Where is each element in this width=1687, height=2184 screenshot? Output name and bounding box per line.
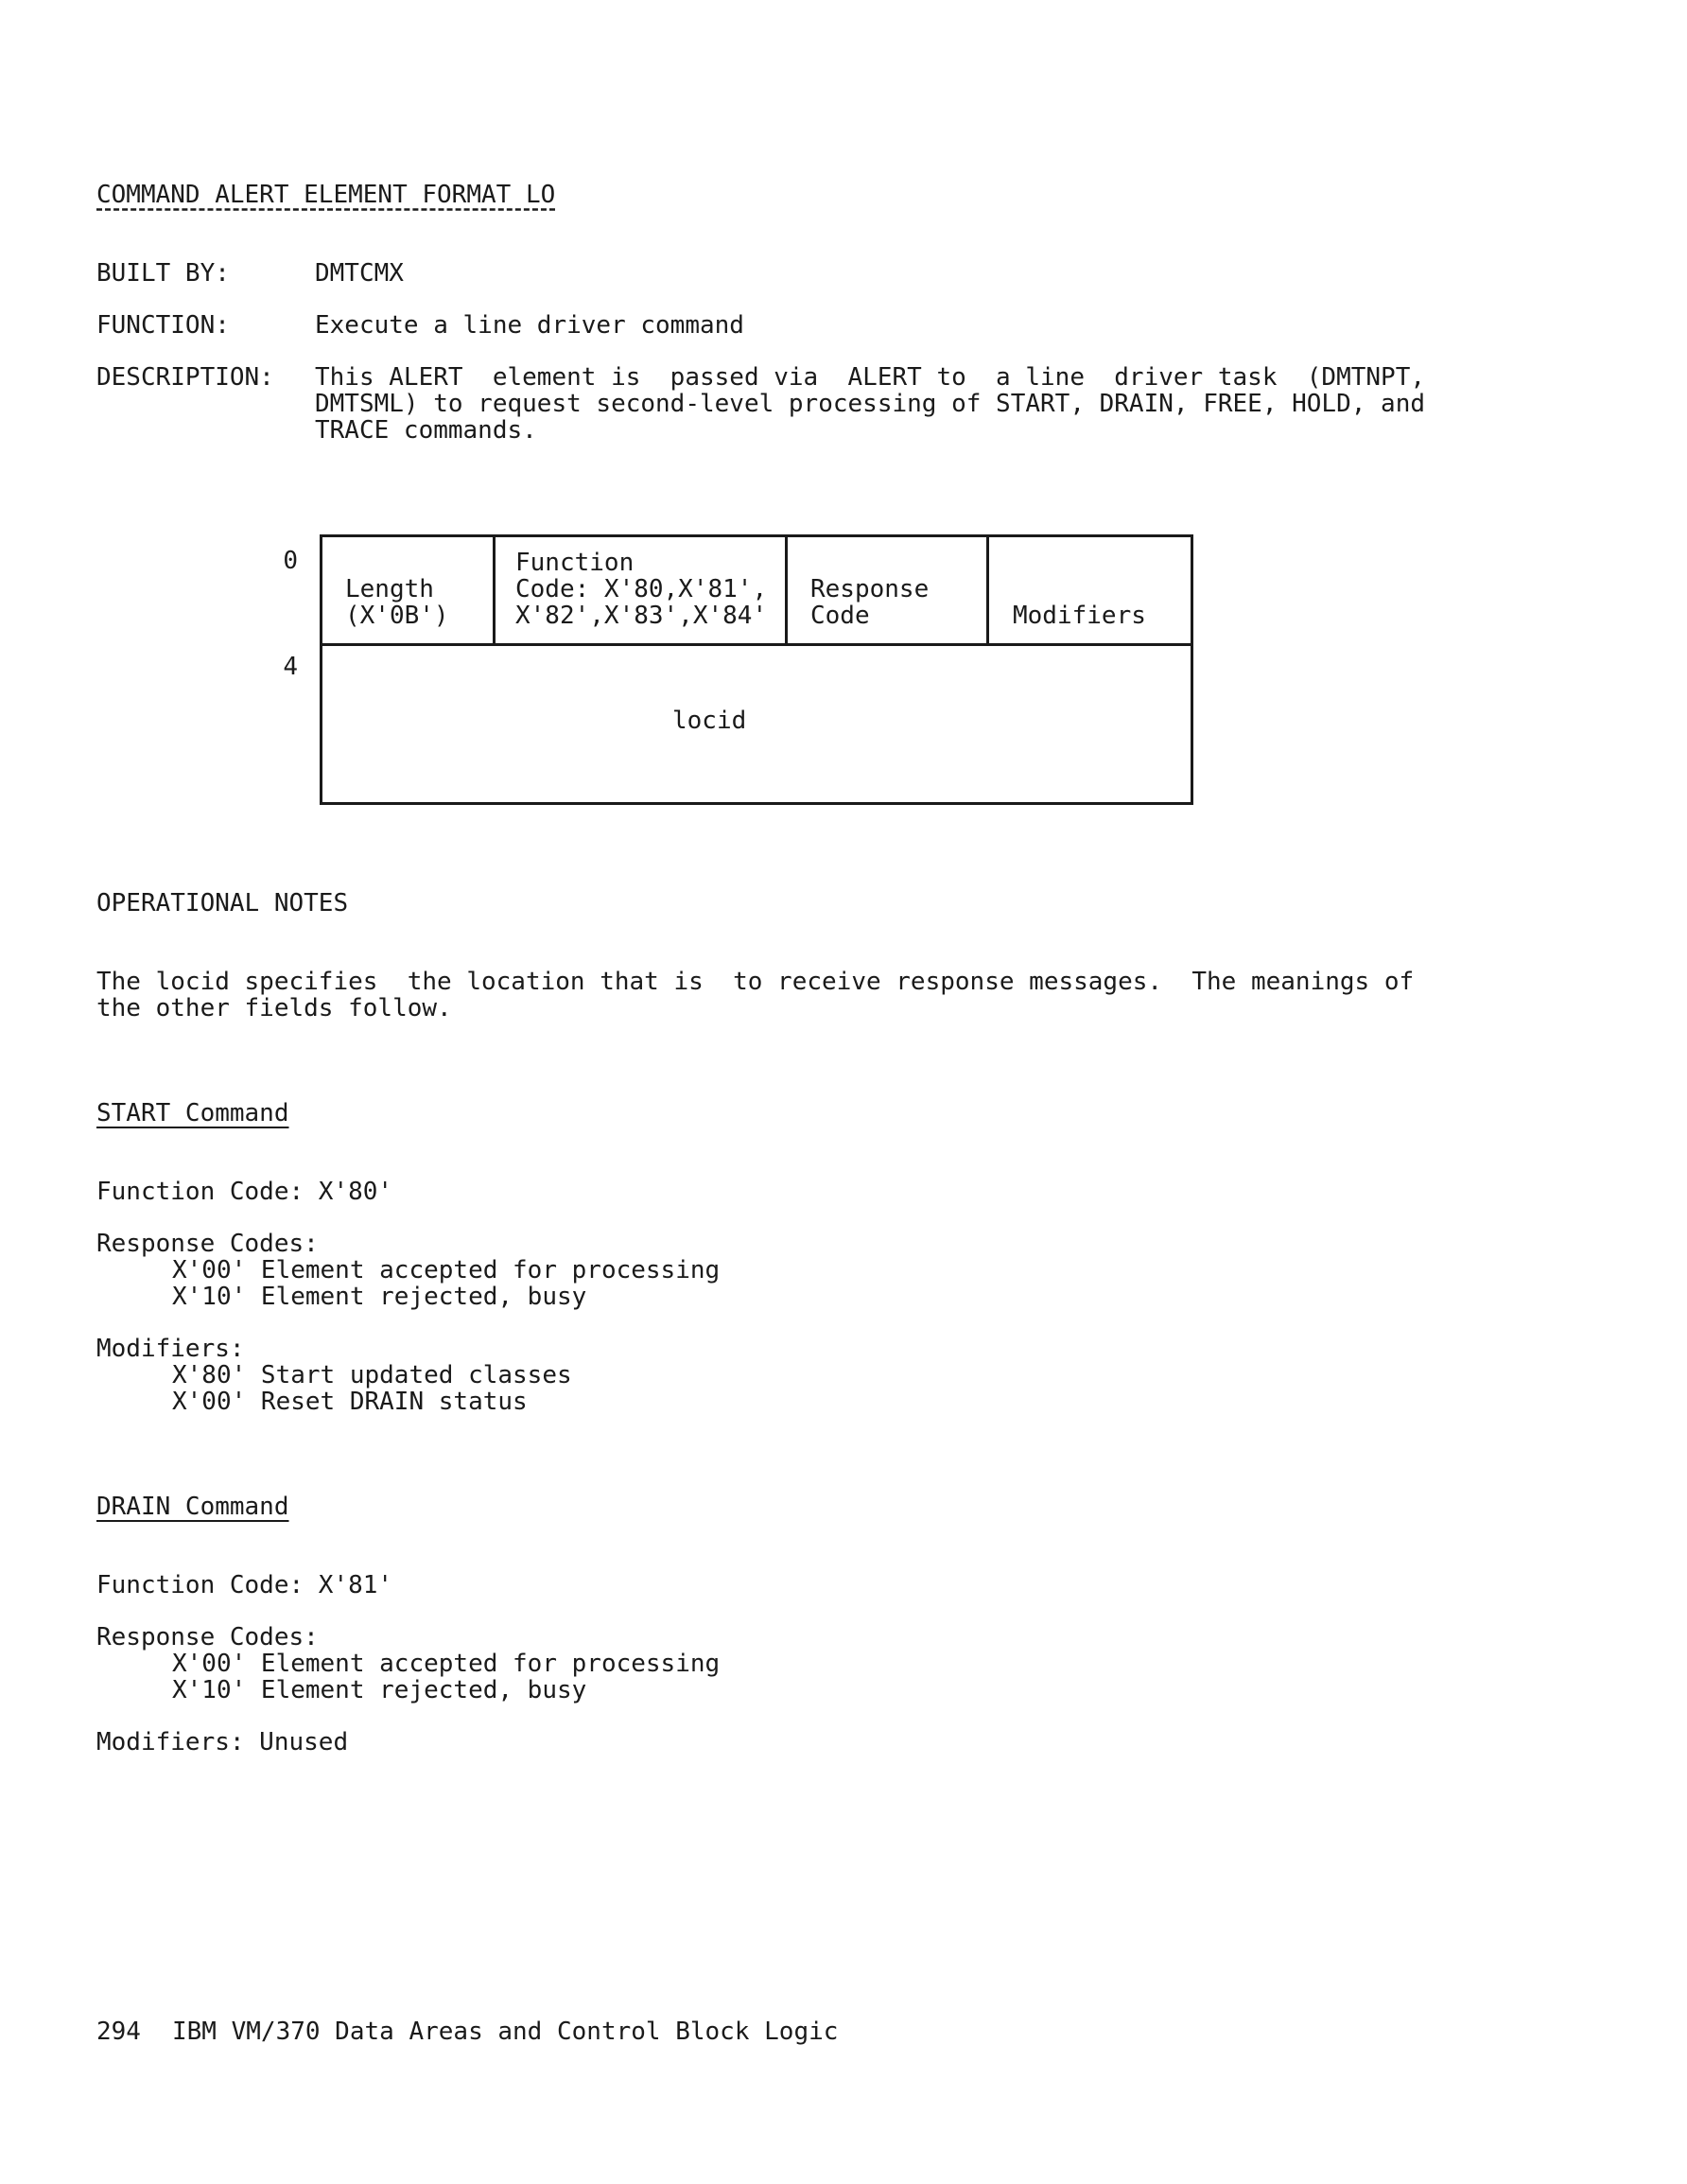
drain-command-heading: DRAIN Command (96, 1493, 289, 1521)
modifiers-cell: Modifiers (1013, 602, 1146, 630)
column-divider-1 (493, 537, 496, 643)
column-divider-2 (785, 537, 788, 643)
length-cell-line-2: (X'0B') (345, 602, 449, 630)
page-number: 294 (96, 2018, 141, 2046)
drain-function-code: Function Code: X'81' (96, 1571, 393, 1599)
description-line-1: This ALERT element is passed via ALERT to a line driver task (DMTNPT, (315, 363, 1425, 392)
length-cell-line-1: Length (345, 575, 434, 603)
operational-notes-heading: OPERATIONAL NOTES (96, 889, 349, 917)
drain-response-2: X'10' Element rejected, busy (172, 1676, 587, 1704)
function-cell-line-2: Code: X'80,X'81', (515, 575, 768, 603)
control-block-diagram (320, 534, 1193, 805)
start-response-1: X'00' Element accepted for processing (172, 1256, 721, 1284)
operational-notes-line-1: The locid specifies the location that is to receive response messages. The meanings of (96, 968, 1415, 996)
drain-modifiers: Modifiers: Unused (96, 1728, 349, 1756)
function-label: FUNCTION: (96, 311, 230, 340)
function-value: Execute a line driver command (315, 311, 744, 340)
built-by-label: BUILT BY: (96, 259, 230, 288)
description-line-2: DMTSML) to request second-level processing of START, DRAIN, FREE, HOLD, and (315, 390, 1425, 418)
offset-label-4: 4 (283, 653, 298, 681)
description-label: DESCRIPTION: (96, 363, 274, 392)
function-cell-line-3: X'82',X'83',X'84' (515, 602, 768, 630)
response-cell-line-1: Response (810, 575, 930, 603)
start-modifier-2: X'00' Reset DRAIN status (172, 1388, 528, 1416)
function-cell-line-1: Function (515, 549, 635, 577)
page-title: COMMAND ALERT ELEMENT FORMAT LO (96, 181, 556, 209)
start-response-2: X'10' Element rejected, busy (172, 1283, 587, 1311)
locid-cell: locid (672, 707, 747, 735)
footer-text: IBM VM/370 Data Areas and Control Block Logic (172, 2018, 839, 2046)
row-divider (322, 643, 1191, 646)
start-function-code: Function Code: X'80' (96, 1178, 393, 1206)
operational-notes-line-2: the other fields follow. (96, 994, 452, 1022)
response-cell-line-2: Code (810, 602, 870, 630)
start-modifiers-heading: Modifiers: (96, 1335, 245, 1363)
start-response-heading: Response Codes: (96, 1230, 319, 1258)
column-divider-3 (986, 537, 989, 643)
built-by-value: DMTCMX (315, 259, 404, 288)
drain-response-1: X'00' Element accepted for processing (172, 1650, 721, 1678)
offset-label-0: 0 (283, 547, 298, 575)
start-modifier-1: X'80' Start updated classes (172, 1361, 572, 1389)
description-line-3: TRACE commands. (315, 416, 537, 445)
drain-response-heading: Response Codes: (96, 1623, 319, 1651)
start-command-heading: START Command (96, 1099, 289, 1127)
